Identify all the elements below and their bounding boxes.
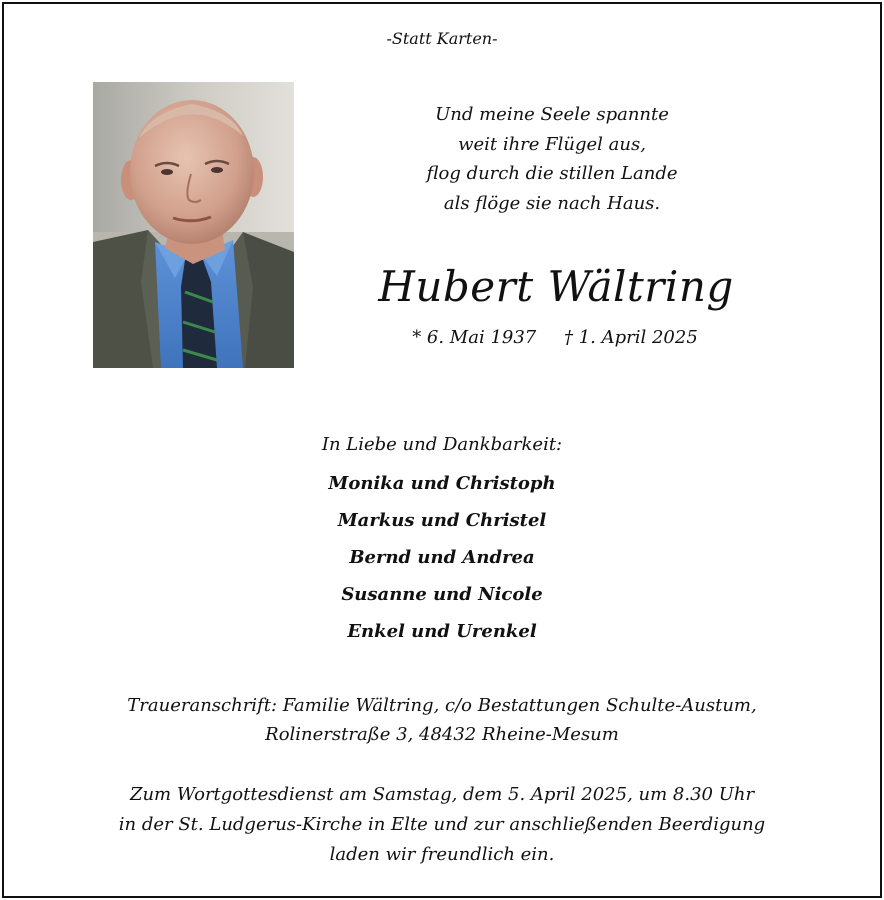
mourning-address: [0, 691, 884, 749]
birth-date: * 6. Mai 1937: [412, 327, 537, 348]
address-line: Rolinerstraße 3, 48432 Rheine-Mesum: [265, 724, 619, 745]
address-line: Traueranschrift: Familie Wältring, c/o Bestattungen Schulte-Austum,: [127, 695, 757, 716]
mourner-family: Susanne und Nicole: [341, 584, 543, 605]
mourner-family: Monika und Christoph: [328, 473, 556, 494]
poem-line: als flöge sie nach Haus.: [443, 192, 661, 214]
service-line: in der St. Ludgerus-Kirche in Elte und zur anschließenden Beerdigung: [118, 814, 766, 835]
poem-line: weit ihre Flügel aus,: [458, 133, 646, 155]
portrait-photo: [93, 82, 294, 368]
life-dates: [380, 327, 730, 348]
statt-karten-header: -Statt Karten-: [386, 29, 498, 48]
mourners-intro: In Liebe und Dankbarkeit:: [321, 434, 563, 455]
mourner-family: Markus und Christel: [337, 510, 547, 531]
deceased-name: Hubert Wältring: [378, 262, 734, 311]
service-line: laden wir freundlich ein.: [329, 844, 555, 865]
poem: [378, 100, 726, 218]
death-date: † 1. April 2025: [564, 327, 698, 348]
mourner-family: Enkel und Urenkel: [347, 621, 537, 642]
mourners-list: [0, 470, 884, 655]
service-info: [0, 780, 884, 870]
poem-line: flog durch die stillen Lande: [426, 163, 678, 184]
service-line: Zum Wortgottesdienst am Samstag, dem 5. April 2025, um 8.30 Uhr: [129, 784, 755, 805]
mourner-family: Bernd und Andrea: [349, 547, 535, 568]
poem-line: Und meine Seele spannte: [435, 104, 669, 125]
